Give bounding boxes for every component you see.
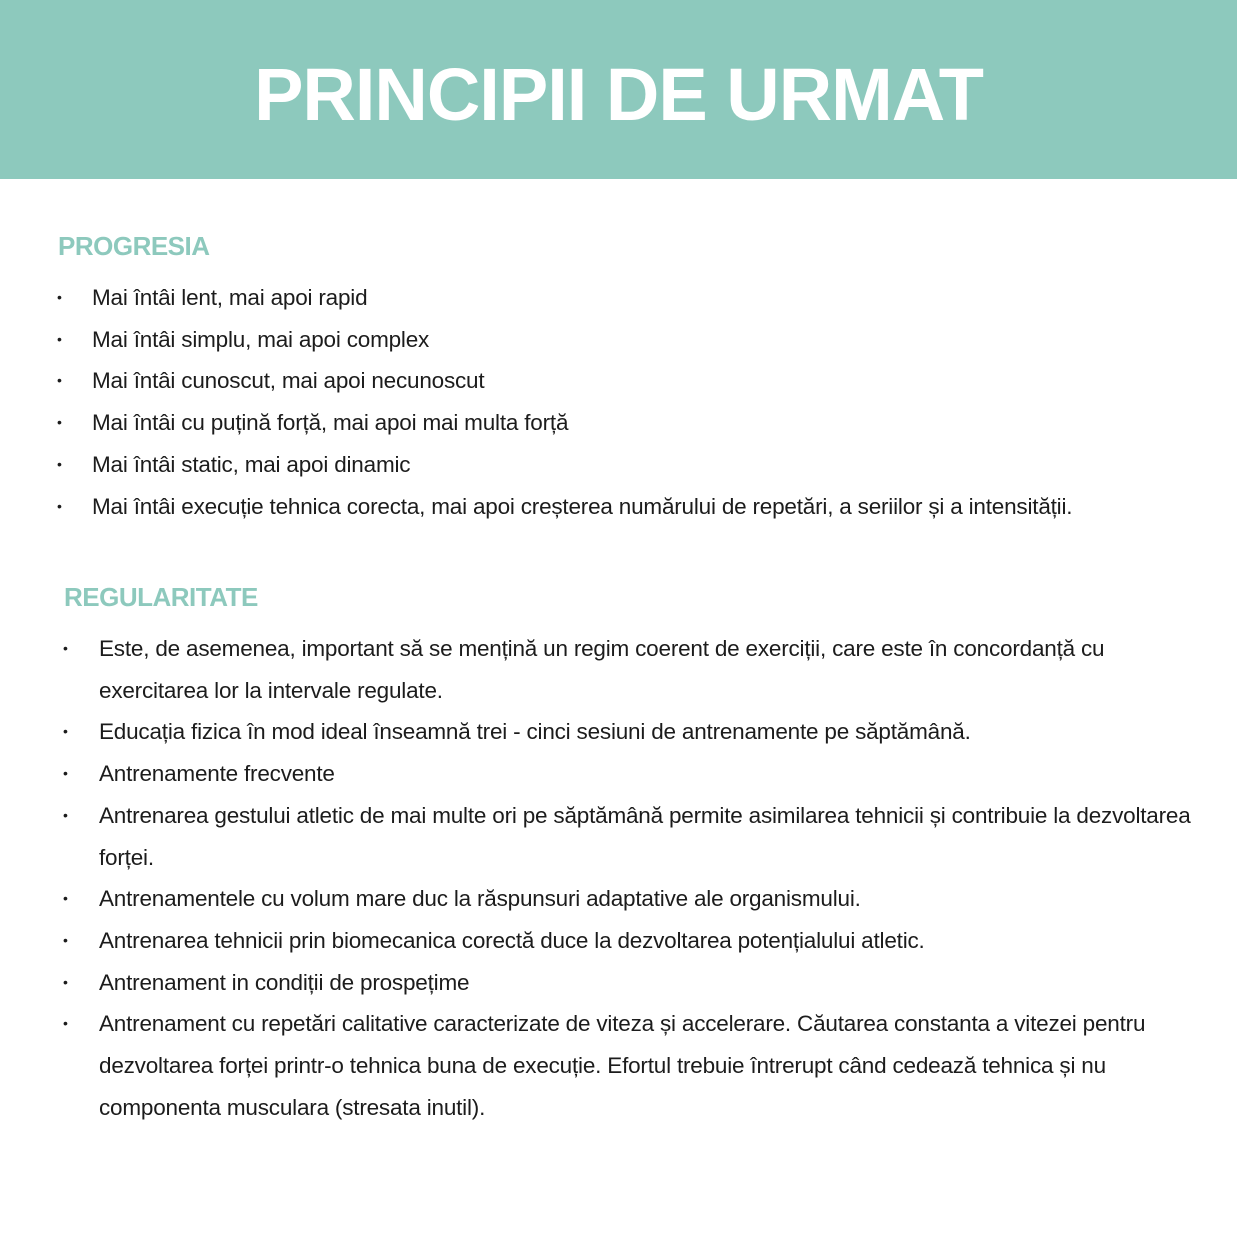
bullet-icon: •: [57, 372, 62, 389]
list-item-text: Antrenament in condiții de prospețime: [99, 969, 470, 995]
bullet-icon: •: [57, 455, 62, 472]
list-item-text: Mai întâi execuție tehnica corecta, mai apoi creșterea numărului de repetări, a seriilor și a intensității.: [92, 493, 1073, 519]
bullet-icon: •: [63, 973, 68, 990]
section-heading-regularitate: REGULARITATE: [64, 582, 258, 612]
list-item: [57, 444, 1202, 486]
list-item: [63, 962, 1199, 1004]
bullet-icon: •: [63, 1015, 68, 1032]
list-item-text: Antrenament cu repetări calitative caracterizate de viteza și accelerare. Căutarea constanta a vitezei pentru dezvoltarea forței printr-o tehnica buna de execuție. Efortul trebuie întrerupt când cedează tehnica și nu componenta musculara (stresata inutil).: [99, 1011, 1146, 1120]
bullet-icon: •: [63, 806, 68, 823]
title-banner: [0, 0, 1237, 179]
list-item: [63, 795, 1199, 878]
list-item: [57, 402, 1202, 444]
bullet-icon: •: [63, 723, 68, 740]
bullet-icon: •: [57, 414, 62, 431]
bullet-icon: •: [57, 497, 62, 514]
list-item-text: Antrenamentele cu volum mare duc la răspunsuri adaptative ale organismului.: [99, 886, 861, 912]
page-title: PRINCIPII DE URMAT: [254, 53, 983, 136]
list-item-text: Mai întâi cunoscut, mai apoi necunoscut: [92, 368, 485, 394]
list-item: [63, 920, 1199, 962]
list-item-text: Antrenarea tehnicii prin biomecanica corectă duce la dezvoltarea potențialului atletic.: [99, 927, 925, 953]
section-heading-progresia: PROGRESIA: [58, 231, 210, 261]
list-item-text: Este, de asemenea, important să se mențină un regim coerent de exerciții, care este în concordanță cu exercitarea lor la intervale regulate.: [99, 636, 1105, 703]
list-item-text: Mai întâi static, mai apoi dinamic: [92, 451, 411, 477]
bullet-icon: •: [57, 330, 62, 347]
list-item-text: Mai întâi cu puțină forță, mai apoi mai multa forță: [92, 410, 569, 436]
bullet-icon: •: [63, 931, 68, 948]
bullet-icon: •: [63, 890, 68, 907]
bullet-icon: •: [57, 289, 62, 305]
bullet-icon: •: [63, 765, 68, 782]
bullet-icon: •: [63, 640, 68, 656]
list-item-text: Antrenarea gestului atletic de mai multe ori pe săptămână permite asimilarea tehnicii și contribuie la dezvoltarea forței.: [99, 802, 1191, 870]
list-item: [57, 277, 1202, 319]
list-item: [63, 878, 1199, 920]
list-item: [57, 486, 1202, 528]
list-item-text: Mai întâi lent, mai apoi rapid: [92, 285, 368, 310]
progresia-list: [57, 277, 1202, 527]
list-item-text: Antrenamente frecvente: [99, 761, 335, 787]
list-item: [63, 753, 1199, 795]
list-item: [63, 1003, 1199, 1128]
list-item: [63, 711, 1199, 753]
list-item: [63, 628, 1199, 711]
regularitate-list: [63, 628, 1199, 1128]
list-item: [57, 360, 1202, 402]
list-item: [57, 319, 1202, 361]
list-item-text: Educația fizica în mod ideal înseamnă trei - cinci sesiuni de antrenamente pe săptămână.: [99, 719, 971, 745]
list-item-text: Mai întâi simplu, mai apoi complex: [92, 326, 430, 352]
